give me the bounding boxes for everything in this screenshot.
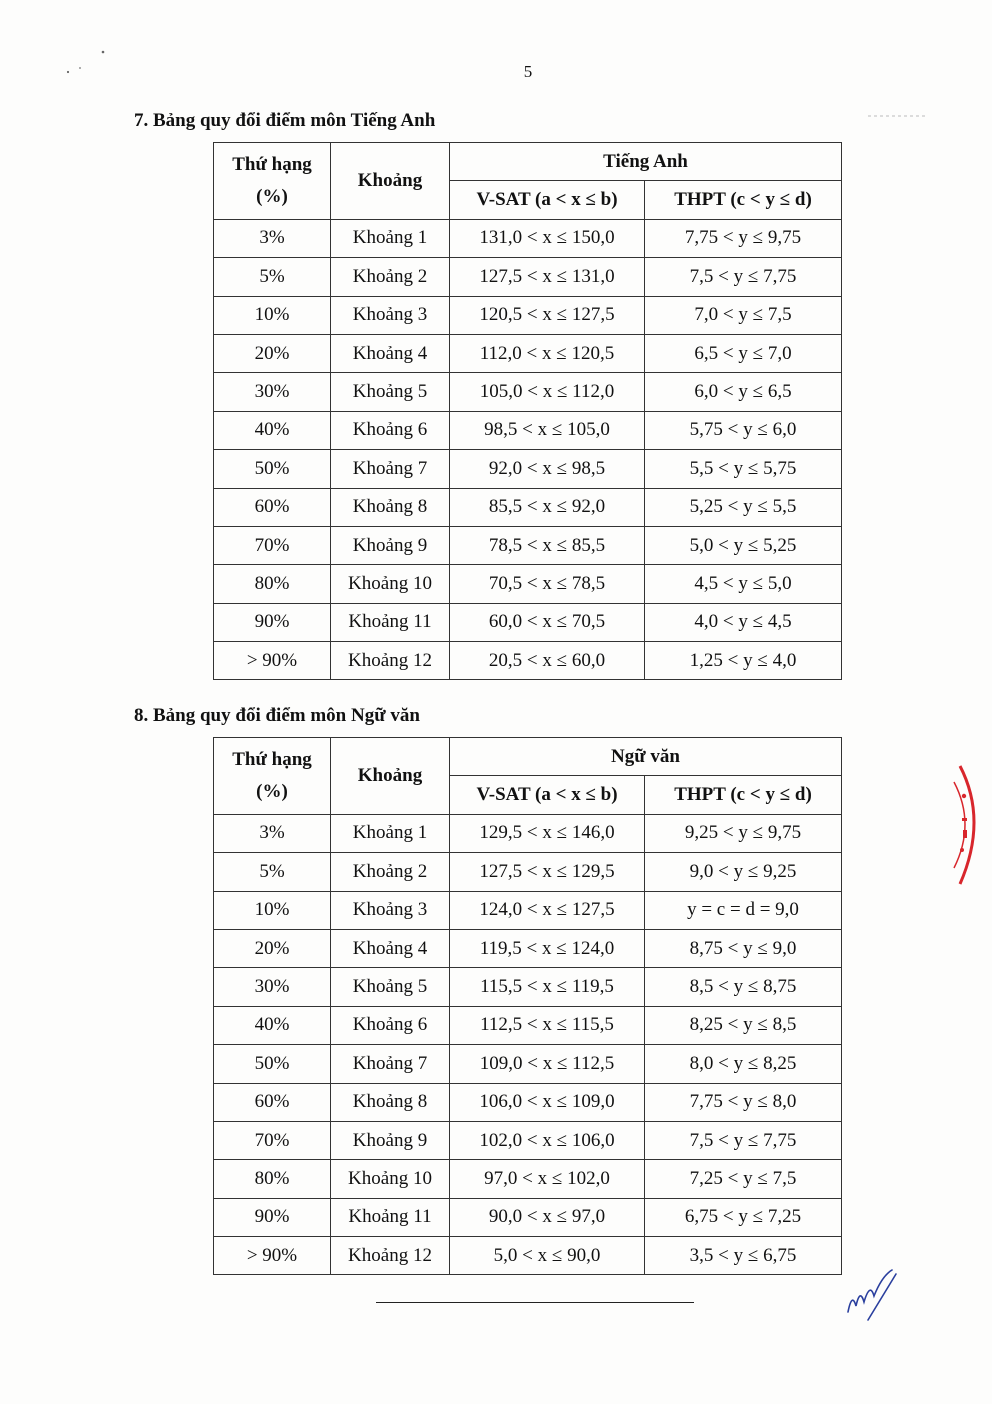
stamp-mark: [960, 848, 964, 852]
cell-vsat: 115,5 < x ≤ 119,5: [450, 968, 645, 1006]
header-subject: Tiếng Anh: [450, 143, 842, 181]
stamp-mark: [962, 818, 967, 821]
cell-rank: 20%: [214, 334, 331, 372]
stamp-mark: [962, 794, 966, 798]
official-stamp-icon: [950, 760, 992, 890]
cell-band: Khoảng 6: [331, 1006, 450, 1044]
cell-thpt: 5,75 < y ≤ 6,0: [645, 411, 842, 449]
stamp-outer-arc: [960, 766, 974, 884]
footer-divider: [376, 1302, 694, 1303]
cell-rank: 50%: [214, 450, 331, 488]
cell-rank: 50%: [214, 1045, 331, 1083]
table-row: [214, 411, 842, 449]
cell-vsat: 98,5 < x ≤ 105,0: [450, 411, 645, 449]
header-rank-unit: (%): [256, 185, 288, 207]
cell-band: Khoảng 1: [331, 219, 450, 257]
table-row: [214, 891, 842, 929]
table-row: [214, 853, 842, 891]
cell-band: Khoảng 1: [331, 814, 450, 852]
cell-vsat: 85,5 < x ≤ 92,0: [450, 488, 645, 526]
cell-thpt: 8,75 < y ≤ 9,0: [645, 929, 842, 967]
cell-thpt: 5,25 < y ≤ 5,5: [645, 488, 842, 526]
table-row: [214, 1083, 842, 1121]
cell-vsat: 109,0 < x ≤ 112,5: [450, 1045, 645, 1083]
cell-rank: 70%: [214, 1121, 331, 1159]
table-row: [214, 1121, 842, 1159]
cell-thpt: 6,75 < y ≤ 7,25: [645, 1198, 842, 1236]
cell-thpt: 9,25 < y ≤ 9,75: [645, 814, 842, 852]
cell-thpt: 7,5 < y ≤ 7,75: [645, 258, 842, 296]
cell-thpt: y = c = d = 9,0: [645, 891, 842, 929]
cell-band: Khoảng 11: [331, 603, 450, 641]
cell-thpt: 5,5 < y ≤ 5,75: [645, 450, 842, 488]
cell-vsat: 127,5 < x ≤ 131,0: [450, 258, 645, 296]
cell-band: Khoảng 2: [331, 258, 450, 296]
cell-rank: 3%: [214, 814, 331, 852]
cell-thpt: 1,25 < y ≤ 4,0: [645, 642, 842, 680]
cell-thpt: 7,0 < y ≤ 7,5: [645, 296, 842, 334]
table-row: [214, 373, 842, 411]
table-row: [214, 1237, 842, 1275]
page-number: 5: [523, 62, 533, 81]
cell-rank: 5%: [214, 258, 331, 296]
cell-vsat: 5,0 < x ≤ 90,0: [450, 1237, 645, 1275]
header-vsat: V-SAT (a < x ≤ b): [450, 181, 645, 219]
cell-band: Khoảng 10: [331, 565, 450, 603]
cell-rank: 5%: [214, 853, 331, 891]
table-row: [214, 296, 842, 334]
table-row: [214, 1045, 842, 1083]
table-row: [214, 929, 842, 967]
cell-rank: 80%: [214, 1160, 331, 1198]
cell-thpt: 6,5 < y ≤ 7,0: [645, 334, 842, 372]
cell-band: Khoảng 4: [331, 929, 450, 967]
header-rank-label: Thứ hạng: [232, 748, 312, 770]
table-row: [214, 258, 842, 296]
cell-band: Khoảng 12: [331, 1237, 450, 1275]
cell-band: Khoảng 3: [331, 891, 450, 929]
cell-vsat: 112,0 < x ≤ 120,5: [450, 334, 645, 372]
section-title-english: 7. Bảng quy đổi điểm môn Tiếng Anh: [134, 110, 436, 131]
header-rank-unit: (%): [256, 780, 288, 802]
cell-thpt: 7,75 < y ≤ 8,0: [645, 1083, 842, 1121]
table-row: [214, 603, 842, 641]
signature-icon: [842, 1262, 900, 1324]
cell-thpt: 8,0 < y ≤ 8,25: [645, 1045, 842, 1083]
header-vsat: V-SAT (a < x ≤ b): [450, 776, 645, 814]
cell-rank: 10%: [214, 891, 331, 929]
cell-rank: 60%: [214, 488, 331, 526]
cell-rank: 80%: [214, 565, 331, 603]
header-rank: [214, 143, 331, 220]
conversion-table-english: [213, 142, 842, 680]
table-row: [214, 1160, 842, 1198]
cell-thpt: 7,75 < y ≤ 9,75: [645, 219, 842, 257]
cell-band: Khoảng 11: [331, 1198, 450, 1236]
table-row: [214, 450, 842, 488]
cell-rank: 90%: [214, 603, 331, 641]
cell-vsat: 20,5 < x ≤ 60,0: [450, 642, 645, 680]
cell-band: Khoảng 9: [331, 1121, 450, 1159]
cell-vsat: 119,5 < x ≤ 124,0: [450, 929, 645, 967]
cell-vsat: 129,5 < x ≤ 146,0: [450, 814, 645, 852]
cell-band: Khoảng 8: [331, 1083, 450, 1121]
cell-band: Khoảng 7: [331, 1045, 450, 1083]
cell-rank: 30%: [214, 968, 331, 1006]
cell-band: Khoảng 12: [331, 642, 450, 680]
cell-thpt: 4,0 < y ≤ 4,5: [645, 603, 842, 641]
header-thpt: THPT (c < y ≤ d): [645, 776, 842, 814]
cell-vsat: 102,0 < x ≤ 106,0: [450, 1121, 645, 1159]
cell-vsat: 124,0 < x ≤ 127,5: [450, 891, 645, 929]
table-row: [214, 642, 842, 680]
cell-rank: 60%: [214, 1083, 331, 1121]
cell-vsat: 90,0 < x ≤ 97,0: [450, 1198, 645, 1236]
cell-rank: 3%: [214, 219, 331, 257]
cell-vsat: 112,5 < x ≤ 115,5: [450, 1006, 645, 1044]
cell-rank: 40%: [214, 411, 331, 449]
cell-band: Khoảng 2: [331, 853, 450, 891]
cell-band: Khoảng 10: [331, 1160, 450, 1198]
cell-band: Khoảng 7: [331, 450, 450, 488]
table-row: [214, 488, 842, 526]
cell-thpt: 7,25 < y ≤ 7,5: [645, 1160, 842, 1198]
cell-band: Khoảng 3: [331, 296, 450, 334]
cell-vsat: 106,0 < x ≤ 109,0: [450, 1083, 645, 1121]
table-row: [214, 334, 842, 372]
cell-rank: 10%: [214, 296, 331, 334]
cell-vsat: 127,5 < x ≤ 129,5: [450, 853, 645, 891]
cell-vsat: 70,5 < x ≤ 78,5: [450, 565, 645, 603]
cell-rank: 40%: [214, 1006, 331, 1044]
cell-vsat: 97,0 < x ≤ 102,0: [450, 1160, 645, 1198]
table-row: [214, 565, 842, 603]
cell-vsat: 92,0 < x ≤ 98,5: [450, 450, 645, 488]
table-row: [214, 219, 842, 257]
header-subject: Ngữ văn: [450, 738, 842, 776]
cell-vsat: 105,0 < x ≤ 112,0: [450, 373, 645, 411]
signature-stroke: [848, 1270, 896, 1320]
cell-vsat: 131,0 < x ≤ 150,0: [450, 219, 645, 257]
header-thpt: THPT (c < y ≤ d): [645, 181, 842, 219]
header-band: Khoảng: [331, 738, 450, 815]
cell-thpt: 6,0 < y ≤ 6,5: [645, 373, 842, 411]
cell-rank: > 90%: [214, 642, 331, 680]
cell-thpt: 3,5 < y ≤ 6,75: [645, 1237, 842, 1275]
cell-rank: 70%: [214, 526, 331, 564]
header-band: Khoảng: [331, 143, 450, 220]
cell-rank: 30%: [214, 373, 331, 411]
stamp-mark: [963, 830, 967, 838]
cell-vsat: 120,5 < x ≤ 127,5: [450, 296, 645, 334]
cell-band: Khoảng 5: [331, 373, 450, 411]
cell-vsat: 78,5 < x ≤ 85,5: [450, 526, 645, 564]
cell-band: Khoảng 8: [331, 488, 450, 526]
table-row: [214, 814, 842, 852]
cell-vsat: 60,0 < x ≤ 70,5: [450, 603, 645, 641]
table-row: [214, 1006, 842, 1044]
cell-thpt: 4,5 < y ≤ 5,0: [645, 565, 842, 603]
cell-band: Khoảng 4: [331, 334, 450, 372]
cell-thpt: 7,5 < y ≤ 7,75: [645, 1121, 842, 1159]
header-rank-label: Thứ hạng: [232, 153, 312, 175]
cell-rank: 20%: [214, 929, 331, 967]
cell-rank: 90%: [214, 1198, 331, 1236]
cell-thpt: 9,0 < y ≤ 9,25: [645, 853, 842, 891]
section-title-literature: 8. Bảng quy đổi điểm môn Ngữ văn: [134, 705, 420, 726]
cell-rank: > 90%: [214, 1237, 331, 1275]
table-row: [214, 526, 842, 564]
cell-band: Khoảng 5: [331, 968, 450, 1006]
table-row: [214, 1198, 842, 1236]
header-rank: [214, 738, 331, 815]
cell-thpt: 8,25 < y ≤ 8,5: [645, 1006, 842, 1044]
cell-thpt: 8,5 < y ≤ 8,75: [645, 968, 842, 1006]
cell-band: Khoảng 9: [331, 526, 450, 564]
cell-band: Khoảng 6: [331, 411, 450, 449]
conversion-table-literature: [213, 737, 842, 1275]
table-row: [214, 968, 842, 1006]
scan-speck: [102, 51, 105, 54]
cell-thpt: 5,0 < y ≤ 5,25: [645, 526, 842, 564]
